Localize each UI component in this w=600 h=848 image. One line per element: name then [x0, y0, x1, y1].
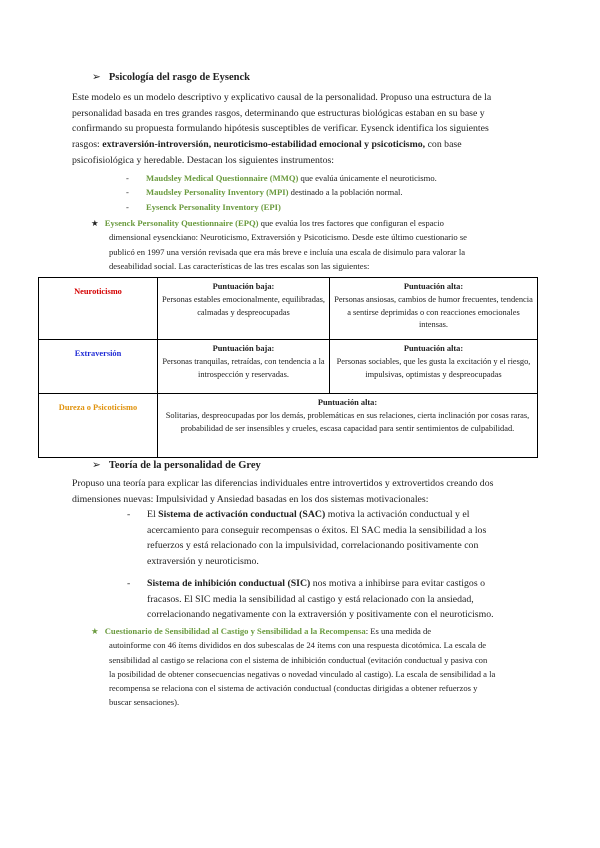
instrument-name: Eysenck Personality Inventory (EPI): [146, 201, 281, 212]
paragraph-line: refuerzos y está relacionado con la impulsividad, correlacionando positivamente con: [147, 540, 479, 552]
high-score-cell: Puntuación alta: Personas ansiosas, cambios de humor frecuentes, tendencia a sentirse deprimidas o con reacciones emocionales intensas.: [330, 278, 538, 340]
instrument-name: Maudsley Personality Inventory (MPI): [146, 187, 289, 198]
paragraph-line: - El Sistema de activación conductual (SAC) motiva la activación conductual y el: [127, 509, 470, 520]
arrow-bullet-icon: ➢: [92, 72, 101, 83]
paragraph-line: psicofisiológica y heredable. Destacan los siguientes instrumentos:: [72, 154, 335, 166]
paragraph-line: la posibilidad de obtener consecuencias negativas o novedad vinculado al castigo). La escala de sensibilidad a la: [109, 668, 496, 679]
list-item: - Maudsley Personality Inventory (MPI) destinado a la población normal.: [126, 187, 403, 198]
paragraph-line: personalidad basada en tres grandes rasgos, determinando que estructuras biológicas estaban en su base y: [72, 107, 485, 119]
paragraph-line: fracasos. El SIC media la sensibilidad al castigo y está relacionado con la ansiedad,: [147, 593, 474, 605]
paragraph-line: recompensa se relaciona con el sistema de activación conductual (conductas dirigidas a obtener refuerzos y: [109, 683, 478, 694]
paragraph-line: publicó en 1997 una versión revisada que era más breve e incluía una escala de disimulo para valorar la: [109, 246, 466, 257]
sac-item: [127, 507, 527, 570]
table-row: [39, 340, 538, 394]
paragraph-line: extraversión y neuroticismo.: [147, 556, 259, 568]
paragraph-line: ★ Eysenck Personality Questionnaire (EPQ) que evalúa los tres factores que configuran el espacio: [91, 218, 444, 228]
high-score-cell: Puntuación alta: Personas sociables, que les gusta la excitación y el riesgo, impulsivas, optimistas y despreocupadas: [330, 340, 538, 394]
instrument-name: Maudsley Medical Questionnaire (MMQ): [146, 173, 299, 183]
paragraph-line: buscar sensaciones).: [109, 697, 180, 708]
trait-neuroticismo: Neuroticismo: [39, 278, 158, 340]
trait-psicoticismo: Dureza o Psicoticismo: [39, 394, 158, 458]
cuestionario-paragraph: [91, 624, 527, 710]
arrow-bullet-icon: ➢: [92, 460, 101, 471]
eysenck-traits-table: [38, 277, 538, 458]
paragraph-line: dimensional eysenckiano: Neuroticismo, Extraversión y Psicoticismo. Desde este último cuestionario se: [109, 232, 467, 243]
high-score-cell: Puntuación alta: Solitarias, despreocupadas por los demás, problemáticas en sus relaciones, cierta inclinación por cosas raras, probabilidad de ser insensibles y crueles, escasa capacidad para sentir sentimientos de culpabilidad.: [158, 394, 538, 458]
list-item: - Maudsley Medical Questionnaire (MMQ) que evalúa únicamente el neuroticismo.: [126, 173, 437, 183]
sic-item: [127, 576, 527, 623]
instruments-list: [126, 171, 526, 214]
paragraph-line: dimensiones nuevas: Impulsividad y Ansiedad basadas en los dos sistemas motivacionales:: [72, 493, 429, 505]
paragraph-line: confirmando su propuesta formulando hipótesis susceptibles de verificar. Eysenck identifica los siguientes: [72, 123, 489, 135]
trait-extraversion: Extraversión: [39, 340, 158, 394]
sic-term: Sistema de inhibición conductual (SIC): [147, 578, 311, 589]
heading-text: Psicología del rasgo de Eysenck: [108, 72, 250, 83]
paragraph-line: correlacionando negativamente con la extraversión y positivamente con el neuroticismo.: [147, 609, 494, 621]
paragraph-line: rasgos: extraversión-introversión, neuroticismo-estabilidad emocional y psicoticismo, con base: [72, 139, 462, 151]
low-score-cell: Puntuación baja: Personas estables emocionalmente, equilibradas, calmadas y despreocupadas: [158, 278, 330, 340]
grey-intro-paragraph: [72, 476, 528, 507]
table-row: [39, 278, 538, 340]
paragraph-line: acercamiento para conseguir recompensas o éxitos. El SAC media la sensibilidad a los: [147, 524, 487, 536]
low-score-cell: Puntuación baja: Personas tranquilas, retraídas, con tendencia a la introspección y reservadas.: [158, 340, 330, 394]
paragraph-line: - Sistema de inhibición conductual (SIC) nos motiva a inhibirse para evitar castigos o: [127, 578, 485, 589]
epq-paragraph: [91, 216, 527, 273]
paragraph-line: sensibilidad al castigo se relaciona con el sistema de inhibición conductual (evitación conductual y pasiva con: [109, 654, 488, 665]
paragraph-line: Propuso una teoría para explicar las diferencias individuales entre introvertidos y extrovertidos creando dos: [72, 478, 494, 489]
cuestionario-name: Cuestionario de Sensibilidad al Castigo y Sensibilidad a la Recompensa: [104, 626, 366, 636]
paragraph-line: Este modelo es un modelo descriptivo y explicativo causal de la personalidad. Propuso una estructura de la: [72, 92, 492, 103]
paragraph-line: ★ Cuestionario de Sensibilidad al Castigo y Sensibilidad a la Recompensa: Es una medida de: [91, 626, 432, 636]
table-row: [39, 394, 538, 458]
eysenck-intro-paragraph: [72, 90, 528, 169]
star-bullet-icon: ★: [91, 626, 99, 636]
list-item: - Eysenck Personality Inventory (EPI): [126, 201, 281, 212]
section-heading-grey: [92, 459, 261, 471]
heading-text: Teoría de la personalidad de Grey: [108, 460, 261, 471]
star-bullet-icon: ★: [91, 218, 99, 228]
section-heading-eysenck: [92, 71, 250, 83]
sac-term: Sistema de activación conductual (SAC): [158, 509, 326, 520]
traits-bold-text: extraversión-introversión, neuroticismo-estabilidad emocional y psicoticismo,: [102, 139, 426, 151]
epq-name: Eysenck Personality Questionnaire (EPQ): [104, 218, 259, 228]
paragraph-line: autoinforme con 46 ítems divididos en dos subescalas de 24 ítems con una respuesta dicotómica. La escala de: [109, 640, 487, 651]
paragraph-line: deseabilidad social. Las características de las tres escalas son las siguientes:: [109, 260, 370, 271]
